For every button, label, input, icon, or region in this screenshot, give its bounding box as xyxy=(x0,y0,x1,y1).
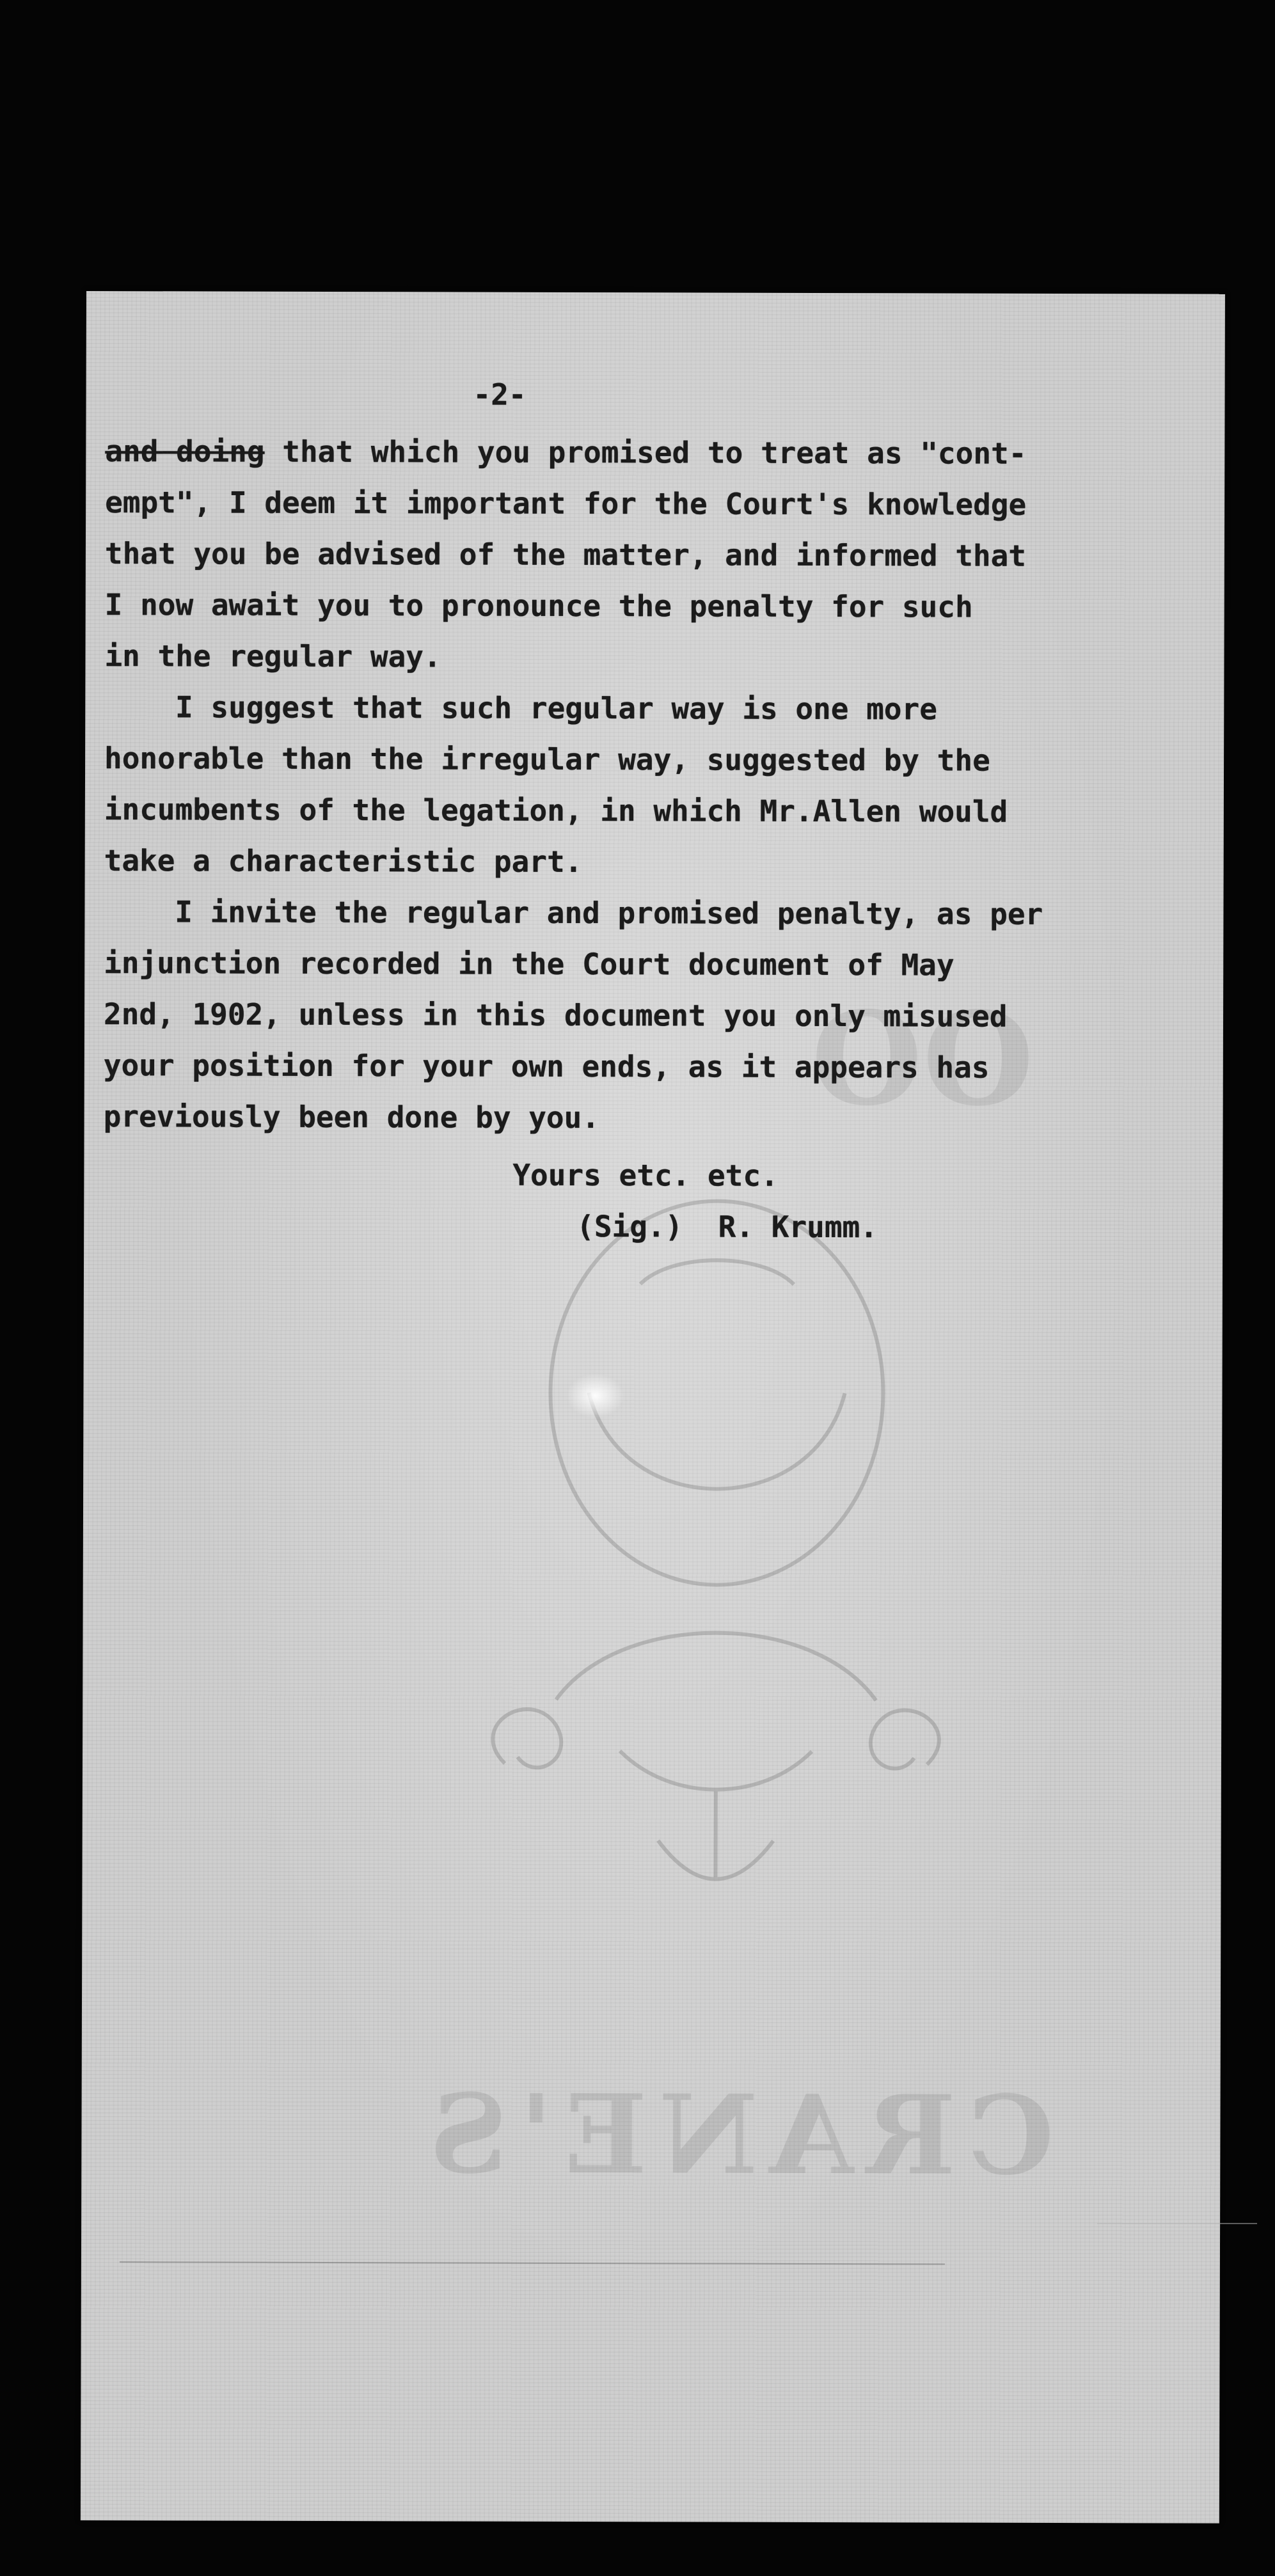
watermark-text: CRANE'S xyxy=(417,2070,1054,2200)
text-line-6: I suggest that such regular way is one more xyxy=(104,690,938,727)
paper-blemish xyxy=(566,1373,624,1418)
text-line-13: your position for your own ends, as it appears has xyxy=(103,1048,990,1085)
text-line-2: empt", I deem it important for the Court's knowledge xyxy=(105,485,1027,522)
text-line-1-rest: that which you promised to treat as "cont- xyxy=(264,434,1027,471)
letter-page xyxy=(81,291,1225,2524)
text-line-3: that you be advised of the matter, and informed that xyxy=(104,536,1027,573)
text-line-14: previously been done by you. xyxy=(103,1099,600,1135)
edge-mark xyxy=(1097,2223,1257,2224)
watermark-emblem xyxy=(427,1123,1005,2212)
closing-line: Yours etc. etc. xyxy=(512,1157,779,1193)
text-line-10: I invite the regular and promised penalty, as per xyxy=(104,894,1043,931)
text-line-8: incumbents of the legation, in which Mr.Allen would xyxy=(104,792,1008,829)
watermark-ghost-text: OO xyxy=(811,983,1034,1135)
text-line-9: take a characteristic part. xyxy=(104,843,583,880)
text-line-4: I now await you to pronounce the penalty for such xyxy=(104,587,973,624)
text-line-1 xyxy=(105,425,1026,479)
text-line-12: 2nd, 1902, unless in this document you only misused xyxy=(103,997,1008,1034)
text-line-7: honorable than the irregular way, suggested by the xyxy=(104,741,990,778)
text-line-11: injunction recorded in the Court document of May xyxy=(104,945,954,983)
signature-line: (Sig.) R. Krumm. xyxy=(576,1209,878,1245)
faint-ruled-line xyxy=(120,2261,945,2264)
page-number: -2- xyxy=(473,377,527,412)
text-line-5: in the regular way. xyxy=(104,638,441,674)
strikethrough-text: and doing xyxy=(105,434,265,469)
